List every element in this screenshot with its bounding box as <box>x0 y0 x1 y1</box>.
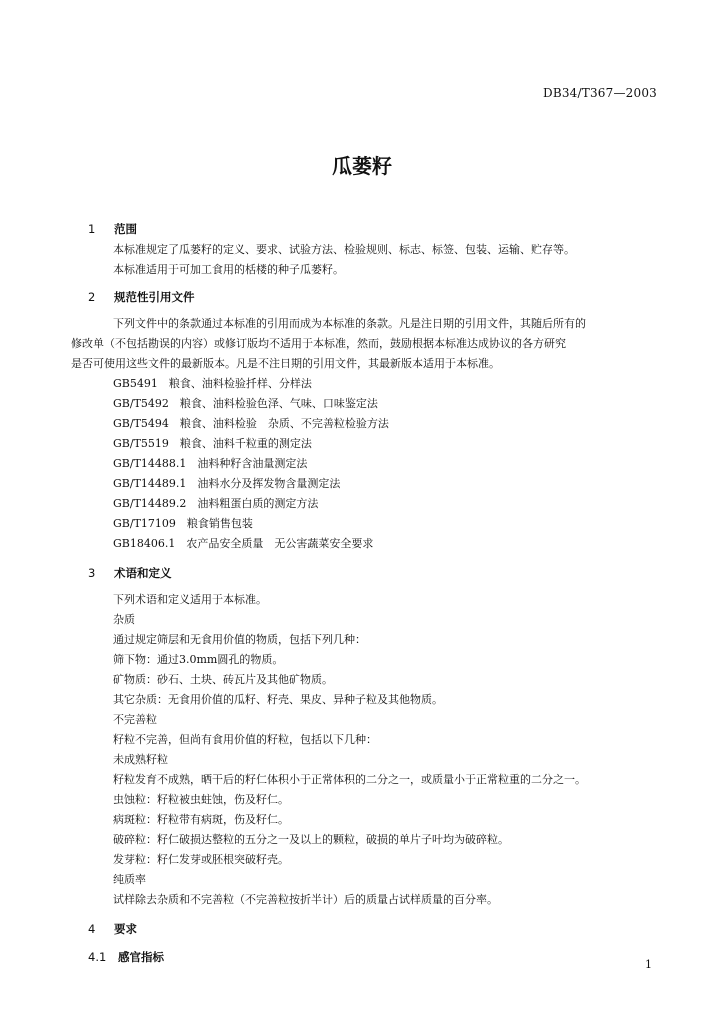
document-title: 瓜蒌籽 <box>332 154 392 178</box>
paragraph-line: 本标准规定了瓜蒌籽的定义、要求、试验方法、检验规则、标志、标签、包装、运输、贮存等。 <box>113 243 575 256</box>
section-1-heading <box>88 218 658 240</box>
reference-item: GB/T17109 粮食销售包装 <box>113 517 253 530</box>
term-definition: 发芽粒：籽仁发芽或胚根突破籽壳。 <box>113 853 289 866</box>
section-4-1-heading <box>88 946 658 968</box>
reference-item: GB/T5494 粮食、油料检验 杂质、不完善粒检验方法 <box>113 417 389 430</box>
reference-item: GB18406.1 农产品安全质量 无公害蔬菜安全要求 <box>113 537 374 550</box>
standard-code: DB34/T367—2003 <box>543 86 657 100</box>
term-definition: 虫蚀粒：籽粒被虫蛀蚀，伤及籽仁。 <box>113 793 289 806</box>
term-heading: 不完善粒 <box>113 713 157 726</box>
term-heading: 未成熟籽粒 <box>113 753 168 766</box>
paragraph-line: 修改单（不包括勘误的内容）或修订版均不适用于本标准，然而，鼓励根据本标准达成协议的各方研究 <box>71 337 566 350</box>
paragraph-line: 下列文件中的条款通过本标准的引用而成为本标准的条款。凡是注日期的引用文件，其随后所有的 <box>113 317 586 330</box>
reference-item: GB/T5519 粮食、油料千粒重的测定法 <box>113 437 312 450</box>
term-definition: 其它杂质：无食用价值的瓜籽、籽壳、果皮、异种子粒及其他物质。 <box>113 693 443 706</box>
section-title: 规范性引用文件 <box>114 290 195 304</box>
section-3-heading <box>88 562 658 584</box>
reference-item: GB/T14488.1 油料种籽含油量测定法 <box>113 457 308 470</box>
reference-item: GB/T14489.1 油料水分及挥发物含量测定法 <box>113 477 341 490</box>
section-number: 4.1 <box>88 950 107 964</box>
section-title: 要求 <box>114 922 137 936</box>
section-title: 感官指标 <box>118 950 164 964</box>
paragraph-line: 是否可使用这些文件的最新版本。凡是不注日期的引用文件，其最新版本适用于本标准。 <box>71 357 500 370</box>
term-definition: 试样除去杂质和不完善粒（不完善粒按折半计）后的质量占试样质量的百分率。 <box>113 893 498 906</box>
term-definition: 病斑粒：籽粒带有病斑，伤及籽仁。 <box>113 813 289 826</box>
section-number: 3 <box>88 566 96 580</box>
document-body <box>71 218 658 968</box>
section-number: 2 <box>88 290 96 304</box>
section-4-heading <box>88 918 658 940</box>
reference-item: GB/T5492 粮食、油料检验色泽、气味、口味鉴定法 <box>113 397 378 410</box>
term-definition: 籽粒发育不成熟，晒干后的籽仁体积小于正常体积的二分之一，或质量小于正常粒重的二分之一。 <box>113 773 586 786</box>
term-definition: 破碎粒：籽仁破损达整粒的五分之一及以上的颗粒，破损的单片子叶均为破碎粒。 <box>113 833 509 846</box>
reference-item: GB/T14489.2 油料粗蛋白质的测定方法 <box>113 497 319 510</box>
term-definition: 矿物质：砂石、土块、砖瓦片及其他矿物质。 <box>113 673 333 686</box>
page-number: 1 <box>645 958 652 971</box>
section-title: 术语和定义 <box>114 566 172 580</box>
reference-item: GB5491 粮食、油料检验扦样、分样法 <box>113 377 312 390</box>
paragraph-line: 本标准适用于可加工食用的栝楼的种子瓜蒌籽。 <box>113 263 344 276</box>
section-number: 4 <box>88 922 96 936</box>
term-heading: 纯质率 <box>113 873 146 886</box>
term-definition: 通过规定筛层和无食用价值的物质，包括下列几种： <box>113 633 366 646</box>
section-title: 范围 <box>114 222 137 236</box>
section-number: 1 <box>88 222 96 236</box>
paragraph-line: 下列术语和定义适用于本标准。 <box>113 593 267 606</box>
term-definition: 筛下物：通过3.0mm圆孔的物质。 <box>113 653 284 666</box>
section-2-heading <box>88 286 658 308</box>
term-heading: 杂质 <box>113 613 135 626</box>
term-definition: 籽粒不完善，但尚有食用价值的籽粒，包括以下几种： <box>113 733 377 746</box>
